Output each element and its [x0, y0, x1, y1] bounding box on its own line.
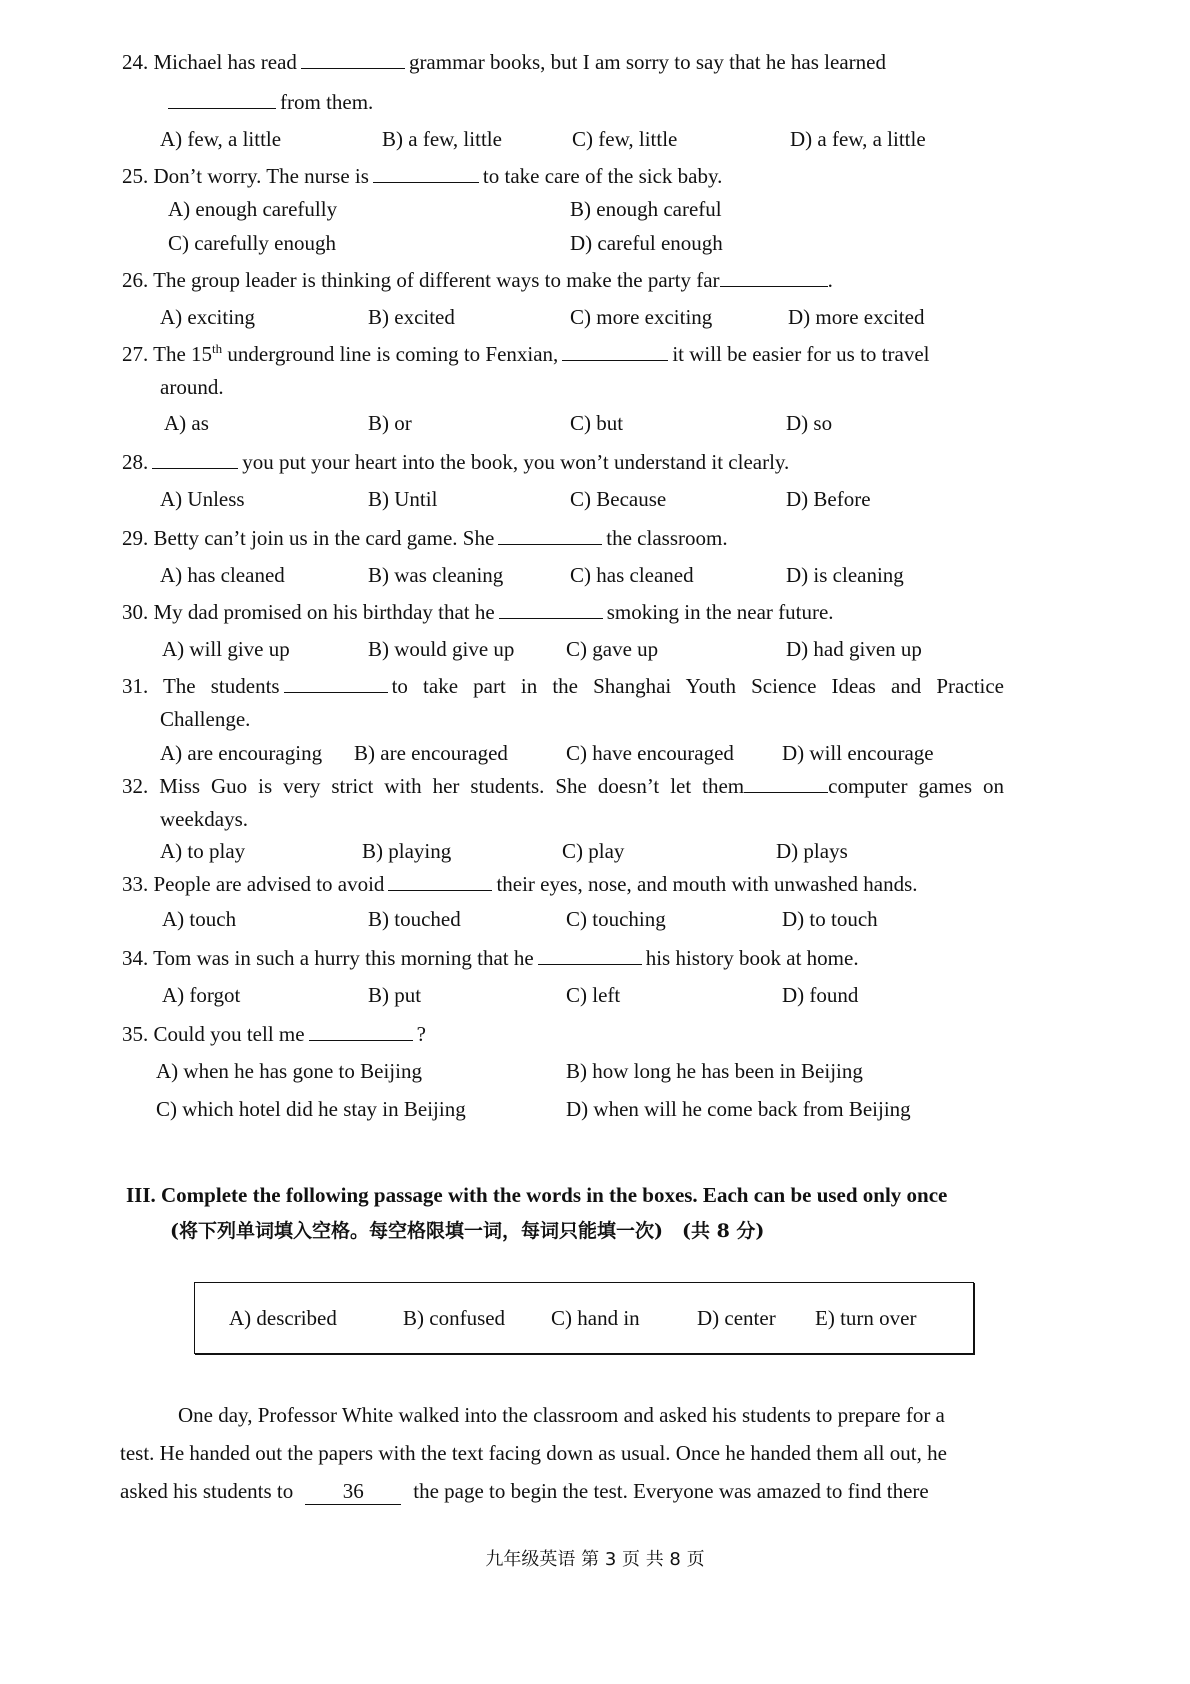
option-a[interactable]: A) are encouraging [160, 741, 323, 765]
option-c[interactable]: C) have encouraged [566, 741, 734, 765]
word-option: B) confused [403, 1306, 506, 1330]
option-d[interactable]: D) so [786, 411, 833, 435]
question-28: 28. you put your heart into the book, you won’t understand it clearly. [122, 450, 790, 474]
page-footer: 九年级英语 第 3 页 共 8 页 [485, 1549, 705, 1570]
section-subheading: (将下列单词填入空格。每空格限填一词，每词只能填一次) (共 8 分) [170, 1220, 765, 1242]
option-d[interactable]: D) plays [776, 839, 848, 863]
answer-blank[interactable] [538, 944, 642, 965]
option-c[interactable]: C) touching [566, 907, 666, 931]
option-d[interactable]: D) Before [786, 487, 871, 511]
question-33: 33. People are advised to avoid their eyes, nose, and mouth with unwashed hands. [122, 872, 918, 896]
option-d[interactable]: D) a few, a little [790, 127, 926, 151]
answer-blank[interactable] [744, 772, 828, 793]
option-b[interactable]: B) was cleaning [368, 563, 504, 587]
option-d[interactable]: D) careful enough [570, 231, 723, 255]
option-b[interactable]: B) how long he has been in Beijing [566, 1059, 863, 1083]
option-a[interactable]: A) few, a little [160, 127, 282, 151]
option-c[interactable]: C) play [562, 839, 625, 863]
passage-line: One day, Professor White walked into the classroom and asked his students to prepare for a [178, 1403, 945, 1427]
option-a[interactable]: A) as [164, 411, 209, 435]
question-25: 25. Don’t worry. The nurse is to take care of the sick baby. [122, 164, 723, 188]
word-box [194, 1282, 974, 1354]
option-b[interactable]: B) are encouraged [354, 741, 508, 765]
answer-blank[interactable] [168, 88, 276, 109]
answer-blank[interactable] [498, 524, 602, 545]
word-option: E) turn over [815, 1306, 917, 1330]
option-c[interactable]: C) few, little [572, 127, 678, 151]
answer-blank[interactable] [562, 340, 668, 361]
option-b[interactable]: B) enough careful [570, 197, 722, 221]
option-a[interactable]: A) enough carefully [168, 197, 338, 221]
option-b[interactable]: B) a few, little [382, 127, 502, 151]
word-option: D) center [697, 1306, 776, 1330]
option-a[interactable]: A) when he has gone to Beijing [156, 1059, 422, 1083]
option-b[interactable]: B) touched [368, 907, 461, 931]
question-27: 27. The 15th underground line is coming to Fenxian, it will be easier for us to travel [122, 341, 930, 366]
option-c[interactable]: C) carefully enough [168, 231, 336, 255]
option-d[interactable]: D) more excited [788, 305, 925, 329]
answer-blank[interactable] [499, 598, 603, 619]
question-27-cont: around. [160, 375, 224, 399]
option-c[interactable]: C) has cleaned [570, 563, 694, 587]
option-a[interactable]: A) Unless [160, 487, 245, 511]
question-24-cont: from them. [168, 88, 373, 115]
option-a[interactable]: A) forgot [162, 983, 241, 1007]
word-option: C) hand in [551, 1306, 640, 1330]
answer-blank[interactable] [388, 870, 492, 891]
passage-line: asked his students to 36 the page to begin the test. Everyone was amazed to find there [120, 1479, 929, 1503]
word-option: A) described [229, 1306, 337, 1330]
option-c[interactable]: C) gave up [566, 637, 659, 661]
option-d[interactable]: D) will encourage [782, 741, 934, 765]
option-b[interactable]: B) or [368, 411, 412, 435]
question-34: 34. Tom was in such a hurry this morning that he his history book at home. [122, 946, 859, 970]
answer-blank[interactable] [720, 266, 828, 287]
question-31: 31. The students to take part in the Shanghai Youth Science Ideas and Practice [122, 674, 1004, 698]
answer-blank[interactable] [152, 448, 238, 469]
answer-blank[interactable] [301, 48, 405, 69]
option-c[interactable]: C) Because [570, 487, 667, 511]
option-c[interactable]: C) but [570, 411, 624, 435]
question-24: 24. Michael has read grammar books, but I am sorry to say that he has learned [122, 50, 886, 74]
answer-blank-36[interactable]: 36 [305, 1478, 401, 1505]
passage-line: test. He handed out the papers with the text facing down as usual. Once he handed them all out, he [120, 1441, 947, 1465]
option-a[interactable]: A) has cleaned [160, 563, 285, 587]
option-a[interactable]: A) exciting [160, 305, 256, 329]
option-c[interactable]: C) left [566, 983, 621, 1007]
option-d[interactable]: D) is cleaning [786, 563, 904, 587]
answer-blank[interactable] [373, 162, 479, 183]
option-c[interactable]: C) more exciting [570, 305, 713, 329]
option-d[interactable]: D) to touch [782, 907, 878, 931]
option-b[interactable]: B) playing [362, 839, 452, 863]
option-a[interactable]: A) touch [162, 907, 237, 931]
option-c[interactable]: C) which hotel did he stay in Beijing [156, 1097, 466, 1121]
question-35: 35. Could you tell me ? [122, 1022, 426, 1046]
option-a[interactable]: A) to play [160, 839, 246, 863]
option-b[interactable]: B) Until [368, 487, 438, 511]
question-31-cont: Challenge. [160, 707, 251, 731]
option-b[interactable]: B) excited [368, 305, 455, 329]
question-29: 29. Betty can’t join us in the card game. She the classroom. [122, 526, 728, 550]
option-b[interactable]: B) put [368, 983, 422, 1007]
question-32-cont: weekdays. [160, 807, 249, 831]
question-30: 30. My dad promised on his birthday that he smoking in the near future. [122, 600, 834, 624]
answer-blank[interactable] [284, 672, 388, 693]
option-d[interactable]: D) when will he come back from Beijing [566, 1097, 911, 1121]
section-heading: III. Complete the following passage with the words in the boxes. Each can be used only once [126, 1183, 948, 1207]
option-d[interactable]: D) found [782, 983, 859, 1007]
answer-blank[interactable] [309, 1020, 413, 1041]
option-b[interactable]: B) would give up [368, 637, 515, 661]
option-d[interactable]: D) had given up [786, 637, 922, 661]
option-a[interactable]: A) will give up [162, 637, 290, 661]
question-32: 32. Miss Guo is very strict with her students. She doesn’t let them computer games on [122, 774, 1005, 798]
question-26: 26. The group leader is thinking of different ways to make the party far . [122, 268, 833, 292]
